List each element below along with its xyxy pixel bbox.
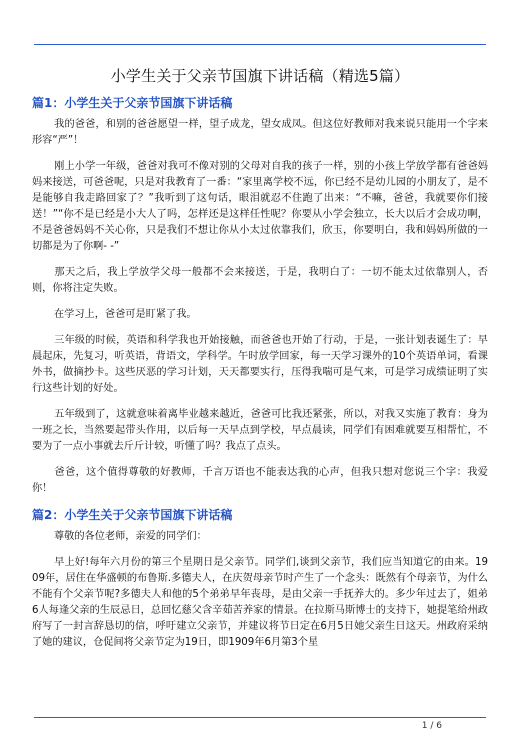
paragraph: 刚上小学一年级，爸爸对我可不像对别的父母对自我的孩子一样，别的小孩上学放学都有爸爸妈妈来接送，可爸爸呢，只是对我教育了一番：“家里离学校不远，你已经不是幼儿园的小朋友了，是不是能够自我走路回家了？”我听到了这句话，眼泪就忍不住跑了出来：“不嘛，爸爸，我就要你们接送！”“你不是已经是小大人了吗，怎样还是这样任性呢？你要从小学会独立，长大以后才会成功啊，不是爸爸妈妈不关心你，只是我们不想让你从小太过依靠我们，欣玉，你要明白，我和妈妈所做的一切都是为了你啊- -” [32, 161, 488, 252]
paragraph: 三年级的时候，英语和科学我也开始接触，而爸爸也开始了行动，于是，一张计划表诞生了：早晨起床，先复习，听英语，背语文，学科学。午时放学回家，每一天学习课外的10个英语单词，看课外书，做摘抄卡。这些厌恶的学习计划，天天都要实行，压得我喘可是气来，可是学习成绩证明了实行这些计划的好处。 [32, 335, 488, 394]
header-rule [34, 44, 486, 45]
footer-rule [34, 717, 486, 718]
section-heading-1: 篇1：小学生关于父亲节国旗下讲话稿 [32, 96, 233, 110]
document-body [32, 95, 488, 661]
paragraph: 我的爸爸，和别的爸爸愿望一样，望子成龙，望女成凤。但这位好教师对我来说只能用一个字来形容“严”！ [32, 119, 488, 146]
document-title: 小学生关于父亲节国旗下讲话稿（精选5篇） [110, 67, 410, 85]
paragraph: 那天之后，我上学放学父母一般都不会来接送，于是，我明白了：一切不能太过依靠别人，否则，你将注定失败。 [32, 267, 488, 294]
section-heading-2: 篇2：小学生关于父亲节国旗下讲话稿 [32, 508, 233, 522]
paragraph: 五年级到了，这就意味着离毕业越来越近，爸爸可比我还紧张，所以，对我又实施了教育：身为一班之长，当然要起带头作用，以后每一天早点到学校，早点晨读，同学们有困难就要互相帮忙，不要为了一点小事就去斤斤计较，听懂了吗？我点了点头。 [32, 409, 488, 452]
paragraph: 早上好!每年六月份的第三个星期日是父亲节。同学们,谈到父亲节，我们应当知道它的由来。1909年，居住在华盛顿的布鲁斯.多德夫人，在庆贺母亲节时产生了一个念头：既然有个母亲节，为什么不能有个父亲节呢?多德夫人和他的5个弟弟早年丧母，是由父亲一手抚养大的。多少年过去了，姐弟6人每逢父亲的生辰忌日，总回忆慈父含辛茹苦养家的情景。在拉斯马斯博士的支持下，她提笔给州政府写了一封言辞恳切的信，呼吁建立父亲节，并建议将节日定在6月5日她父亲生日这天。州政府采纳了她的建议，仓促间将父亲节定为19日，即1909年6月第3个星 [32, 557, 488, 648]
paragraph: 尊敬的各位老师，亲爱的同学们： [54, 531, 207, 542]
paragraph: 爸爸，这个值得尊敬的好教师，千言万语也不能表达我的心声，但我只想对您说三个字：我爱你！ [32, 467, 488, 494]
paragraph: 在学习上，爸爸可是盯紧了我。 [54, 309, 197, 320]
page-number: 1 / 6 [421, 721, 442, 731]
